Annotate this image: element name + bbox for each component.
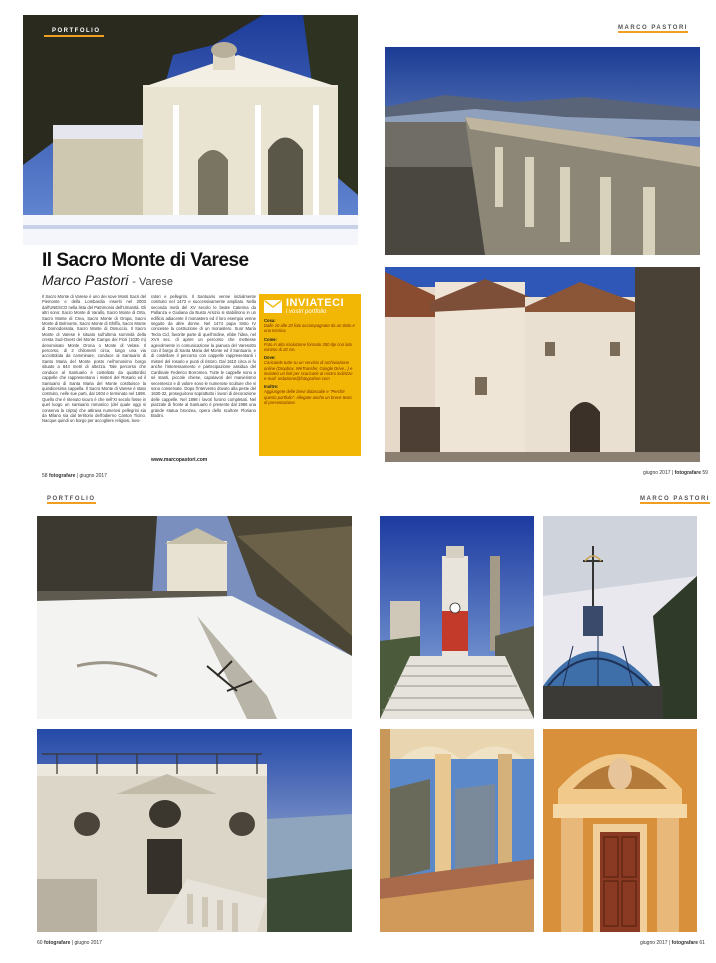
box-section-what: Cosa: Dalle 10 alle 20 foto accompagnate da un titolo e una tecnica. <box>264 318 355 334</box>
box-section-where: Dove: Caricatele tutte su un servizio di archiviazione online (Dropbox, WeTransfer, Google Drive...) e inviateci un link per scaricarle al nostro indirizzo e-mail: redazione@fotografare.com <box>264 355 353 382</box>
website-link[interactable]: www.marcopastori.com <box>151 457 208 463</box>
section-tag-bottom: PORTFOLIO <box>47 496 96 502</box>
ornate-doorway-photo <box>543 729 697 932</box>
box-title: INVIATECI <box>286 297 345 309</box>
folio-59: giugno 2017 | fotografare 59 <box>643 470 708 476</box>
courtyard-buildings-photo <box>385 267 700 462</box>
article-title: Il Sacro Monte di Varese <box>42 250 249 271</box>
folio-61: giugno 2017 | fotografare 61 <box>640 940 705 946</box>
balustrade-valley-photo <box>385 47 700 255</box>
article-author <box>42 272 173 288</box>
article-column-1: Il Sacro Monte di Varese è uno dei nove Monti Sacri del Piemonte e della Lombardia inseriti nel 2003 dall'UNESCO nella lista del Patrimonio dell'Umanità. Gli altri sono: Sacro Monte di Varallo, Sacro Monte di Orta, Sacro Monte di Crea, Sacro Monte di Oropa, Sacro Monte di Belmonte, Sacro Monte di Ghiffa, Sacro Monte di Domodossola, Sacro Monte di Ossuccio. Il Sacro Monte di Varese è situato sull'ultima sommità della cresta Sud-Ovest del Monte Campo dei Fiori (1030 m) denominato Monte Orona o Monte di Velate. Il percorso, di 2 chilometri circa, lungo una via acciottolata da camminare, conduce al Santuario di Santa Maria del Monte posto nell'omonimo borgo situato a 844 metri di altezza. Tale percorso che conduce al Santuario è costellato da quattordici cappelle che rappresentano i misteri del Rosario ed il Santuario di Santa Maria del Monte costituisce la quindicesima cappella. Il Sacro Monte di Varese è stato costruito, nelle sue parti, dal 1604 e terminato nel 1698. Quello che è ritenuto sicuro è che nell'XI secolo fosse in quel luogo un santuario romanico (del quale oggi si conserva la cripta) che attirava numerosi pellegrini sia da Milano sia dal territorio dell'odierno Canton Ticino. Nacque quindi un borgo per accogliere religiosi, lavo- <box>42 294 146 424</box>
chapel-snow-photo <box>23 15 358 245</box>
colonnade-photo <box>380 729 534 932</box>
box-section-how: Come: Foto in alta risoluzione formato 300 dpi con lato minimo di 20 cm. <box>264 336 352 353</box>
envelope-icon <box>264 300 282 313</box>
section-tag: PORTFOLIO <box>52 28 101 34</box>
clock-tower-stairs-photo <box>380 516 534 719</box>
author-tag-bottom: MARCO PASTORI <box>640 496 710 502</box>
author-location: - Varese <box>132 276 174 288</box>
folio-58: 58 fotografare | giugno 2017 <box>42 473 107 479</box>
snowy-path-photo <box>37 516 352 719</box>
section-tag-rule <box>44 35 104 37</box>
dome-cross-photo <box>543 516 697 719</box>
author-tag-top: MARCO PASTORI <box>618 25 688 31</box>
museum-building-photo <box>37 729 352 932</box>
submission-box <box>259 294 361 456</box>
box-section-also: Inoltre: Aggiungete delle brevi didascalie e "Perché questo portfolio". Allegate anche un breve testo di presentazione. <box>264 384 352 405</box>
author-name: Marco Pastori <box>42 272 129 288</box>
box-subtitle: i vostri portfolio <box>286 309 327 315</box>
article-column-2: ratori e pellegrini. Il Santuario venne inizialmente costruito nel 1472 e successivamente ampliato. Nella seconda metà del XV secolo le beate Caterina da Pallanza e Giuliana da Busto Arsizio si stabilirono in un edificio adiacente il monastero ed il loro esempio venne seguito da altre donne. Nel 1474 papa Sisto IV concesse la costruzione di un monastero. Suor Maria Tecla Cid, favorite parte di quell'ordine, ebbe l'idea, nel XVII sec. di aprire un percorso che mettesse agevolmente in comunicazione la pianura del Varesotto con il borgo di Santa Maria del Monte ed il Santuario, e di costellare il percorso con cappelle rappresentanti i misteri del rosario e punti di ristoro. Dal 1610 circa vi fu anche l'interessamento e partecipazione assidua del Cardinale Federico Borromeo. Tutte le cappelle sono a sé stanti, piccole chiese, capolavori del manierismo secentesco e di valore sono le numerose sculture che vi sono conservate. Dopo l'intervento dovuto alla peste del 1630-32, proseguirono soprattutto i lavori di decorazione delle cappelle. Nel 1898 i lavori furono completati. Nel piazzale di fronte al Santuario è presente dal 1986 una grande statua bronzea, opera dello scultore Floriano Bodini. <box>151 294 256 418</box>
folio-60: 60 fotografare | giugno 2017 <box>37 940 102 946</box>
